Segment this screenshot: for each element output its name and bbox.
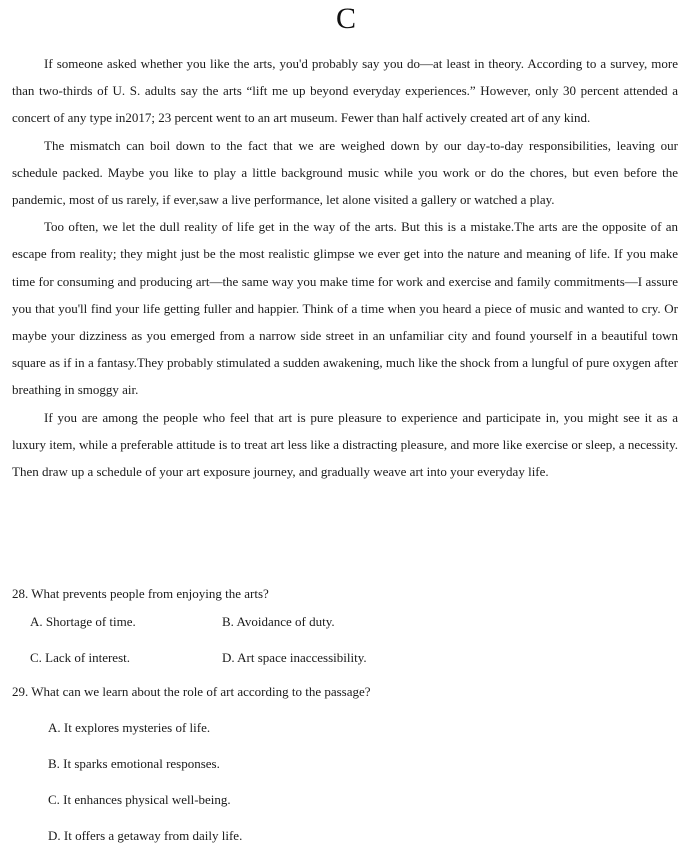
passage-body: [12, 50, 678, 485]
option-c: C. Lack of interest.: [30, 650, 130, 665]
question-stem: 28. What prevents people from enjoying the arts?: [12, 586, 269, 601]
option-b: B. It sparks emotional responses.: [48, 756, 220, 771]
option-c: C. It enhances physical well-being.: [48, 792, 231, 807]
question-28: [12, 583, 678, 669]
question-29: [12, 681, 678, 847]
paragraph: The mismatch can boil down to the fact that we are weighed down by our day-to-day responsibilities, leaving our schedule packed. Maybe you like to play a little background music while you work or do the chores, but even before the pandemic, most of us rarely, if ever,saw a live performance, let alone visited a gallery or watched a play.: [12, 137, 678, 208]
questions-section: [12, 583, 678, 847]
option-a: A. Shortage of time.: [30, 614, 136, 629]
paragraph: If you are among the people who feel that art is pure pleasure to experience and participate in, you might see it as a luxury item, while a preferable attitude is to treat art less like a distracting pleasure, and more like exercise or sleep, a necessity. Then draw up a schedule of your art exposure journey, and gradually weave art into your everyday life.: [12, 409, 678, 480]
paragraph: Too often, we let the dull reality of life get in the way of the arts. But this is a mistake.The arts are the opposite of an escape from reality; they might just be the most realistic glimpse we ever get into the nature and meaning of life. If you make time for consuming and producing art—the same way you make time for work and exercise and family commitments—I assure you that you'll find your life getting fuller and happier. Think of a time when you heard a piece of music and wanted to cry. Or maybe your dizziness as you emerged from a narrow side street in an unfamiliar city and found yourself in a beautiful town square as if in a fantasy.They probably stimulated a sudden awakening, much like the shock from a lungful of pure oxygen after breathing in smoggy air.: [12, 219, 678, 398]
option-a: A. It explores mysteries of life.: [48, 720, 211, 735]
option-row: [12, 611, 678, 633]
option-d: D. It offers a getaway from daily life.: [48, 828, 243, 843]
passage-title: C: [335, 2, 356, 35]
option-d: D. Art space inaccessibility.: [222, 650, 367, 665]
option-b: B. Avoidance of duty.: [222, 614, 335, 629]
paragraph: If someone asked whether you like the arts, you'd probably say you do—at least in theory. According to a survey, more than two-thirds of U. S. adults say the arts “lift me up beyond everyday experiences.” However, only 30 percent attended a concert of any type in2017; 23 percent went to an art museum. Fewer than half actively created art of any kind.: [12, 56, 678, 126]
option-row: [12, 647, 678, 669]
question-stem: 29. What can we learn about the role of art according to the passage?: [12, 684, 371, 699]
